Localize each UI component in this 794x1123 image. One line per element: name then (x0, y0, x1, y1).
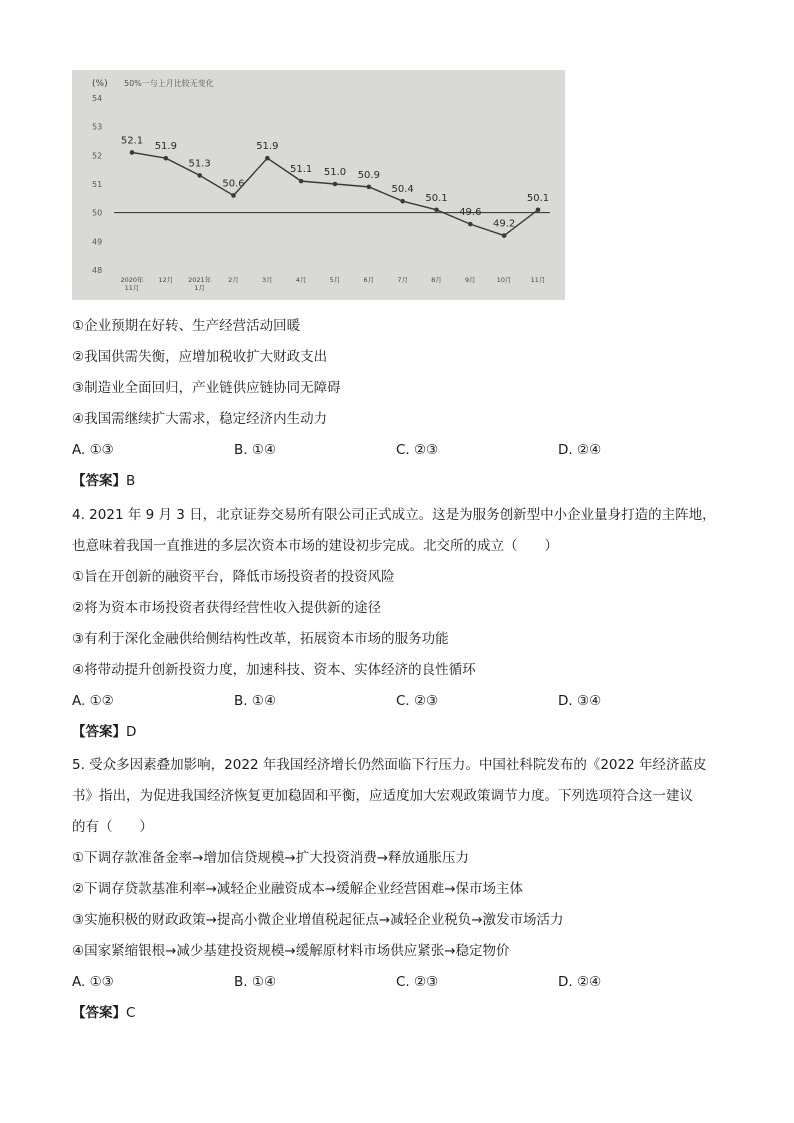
line-chart (72, 70, 565, 300)
q4-answer (72, 722, 136, 742)
q4-item-2: ②将为资本市场投资者获得经营性收入提供新的途径 (72, 600, 382, 616)
q5-option-d: D. ②④ (558, 974, 602, 990)
data-point (536, 208, 541, 213)
x-tick-label: 6月 (363, 276, 375, 284)
data-label: 50.6 (222, 178, 245, 190)
x-tick-label: 2月 (228, 276, 239, 284)
q5-option-a: A. ①③ (72, 974, 114, 990)
q4-item-1: ①旨在开创新的融资平台，降低市场投资者的投资风险 (72, 569, 395, 585)
y-tick-label: 50 (92, 208, 103, 218)
x-tick-label: 8月 (431, 276, 442, 284)
q4-answer-value: D (126, 724, 137, 740)
data-point (197, 173, 202, 178)
data-label: 50.1 (425, 192, 448, 204)
q4-stem-line-1: 4. 2021 年 9 月 3 日，北京证券交易所有限公司正式成立。这是为服务创新型中小企业量身打造的主阵地， (72, 507, 716, 523)
q5-stem-line-1: 5. 受众多因素叠加影响，2022 年我国经济增长仍然面临下行压力。中国社科院发布的《2022 年经济蓝皮 (72, 757, 707, 773)
q3-item-3: ③制造业全面回归，产业链供应链协同无障碍 (72, 380, 341, 396)
data-point (333, 182, 338, 187)
data-point (265, 156, 270, 161)
data-label: 50.1 (526, 192, 550, 204)
q3-answer-label: 【答案】 (72, 473, 126, 489)
q3-item-1: ①企业预期在好转、生产经营活动回暖 (72, 318, 301, 334)
q4-item-3: ③有利于深化金融供给侧结构性改革，拓展资本市场的服务功能 (72, 631, 449, 647)
q4-answer-label: 【答案】 (72, 724, 126, 740)
q3-option-d: D. ②④ (558, 442, 602, 458)
q5-stem-line-3: 的有（ ） (72, 819, 153, 835)
data-label: 50.9 (357, 169, 380, 181)
q4-option-b: B. ①④ (234, 693, 277, 709)
q3-option-a: A. ①③ (72, 442, 114, 458)
q5-answer-label: 【答案】 (72, 1005, 126, 1021)
y-tick-label: 52 (92, 151, 103, 161)
q3-option-b: B. ①④ (234, 442, 277, 458)
q5-options (72, 972, 732, 992)
q5-stem-line-2: 书》指出，为促进我国经济恢复更加稳固和平衡，应适度加大宏观政策调节力度。下列选项符合这一建议 (72, 788, 693, 804)
data-label: 51.1 (290, 164, 313, 176)
q4-option-d: D. ③④ (558, 693, 602, 709)
x-tick-label: 3月 (262, 276, 273, 284)
y-tick-label: 51 (92, 180, 103, 189)
x-tick-label: 11月 (530, 276, 546, 284)
data-label: 51.9 (256, 141, 279, 153)
q4-option-a: A. ①② (72, 693, 114, 709)
data-point (468, 222, 473, 227)
x-tick-label: 2020年 11月 (120, 276, 144, 292)
data-point (299, 179, 304, 184)
chart-figure (72, 70, 565, 300)
data-point (502, 233, 507, 238)
x-tick-label: 7月 (397, 276, 408, 284)
q3-options (72, 440, 732, 460)
q5-item-1: ①下调存款准备金率→增加信贷规模→扩大投资消费→释放通胀压力 (72, 850, 470, 866)
y-axis-unit: (%) (92, 79, 108, 89)
q5-item-4: ④国家紧缩银根→减少基建投资规模→缓解原材料市场供应紧张→稳定物价 (72, 943, 510, 959)
x-tick-label: 5月 (329, 276, 341, 284)
q4-options (72, 691, 732, 711)
q3-answer (72, 471, 135, 491)
data-point (164, 156, 169, 161)
q5-answer-value: C (126, 1005, 136, 1021)
y-tick-label: 53 (92, 122, 103, 132)
data-label: 51.0 (323, 167, 347, 178)
q5-option-c: C. ②③ (396, 974, 439, 990)
x-tick-label: 9月 (465, 276, 476, 284)
q5-answer (72, 1003, 135, 1023)
q5-item-2: ②下调存贷款基准利率→减轻企业融资成本→缓解企业经营困难→保市场主体 (72, 881, 524, 897)
q5-item-3: ③实施积极的财政政策→提高小微企业增值税起征点→减轻企业税负→激发市场活力 (72, 912, 564, 928)
q4-option-c: C. ②③ (396, 693, 439, 709)
data-point (130, 150, 135, 155)
y-tick-label: 54 (92, 94, 103, 103)
data-point (367, 185, 372, 190)
data-point (400, 199, 405, 204)
q4-item-4: ④将带动提升创新投资力度，加速科技、资本、实体经济的良性循环 (72, 662, 476, 678)
y-tick-label: 48 (92, 266, 103, 275)
q3-item-4: ④我国需继续扩大需求，稳定经济内生动力 (72, 411, 328, 427)
data-label: 49.2 (493, 218, 516, 230)
x-tick-label: 12月 (158, 276, 174, 284)
q3-option-c: C. ②③ (396, 442, 439, 458)
chart-legend-note: 50%一与上月比较无变化 (124, 79, 214, 88)
data-point (434, 208, 439, 213)
q4-stem-line-2: 也意味着我国一直推进的多层次资本市场的建设初步完成。北交所的成立（ ） (72, 538, 558, 554)
x-tick-label: 10月 (496, 276, 512, 284)
data-label: 52.1 (120, 135, 144, 147)
q5-option-b: B. ①④ (234, 974, 277, 990)
data-label: 51.3 (188, 158, 211, 170)
y-tick-label: 49 (92, 237, 103, 247)
q3-answer-value: B (126, 473, 136, 489)
q3-item-2: ②我国供需失衡，应增加税收扩大财政支出 (72, 349, 328, 365)
data-label: 49.6 (459, 207, 482, 219)
data-label: 51.9 (154, 141, 177, 153)
data-point (231, 193, 236, 198)
data-label: 50.4 (391, 184, 414, 196)
x-tick-label: 2021年 1月 (188, 276, 212, 292)
x-tick-label: 4月 (295, 276, 307, 284)
